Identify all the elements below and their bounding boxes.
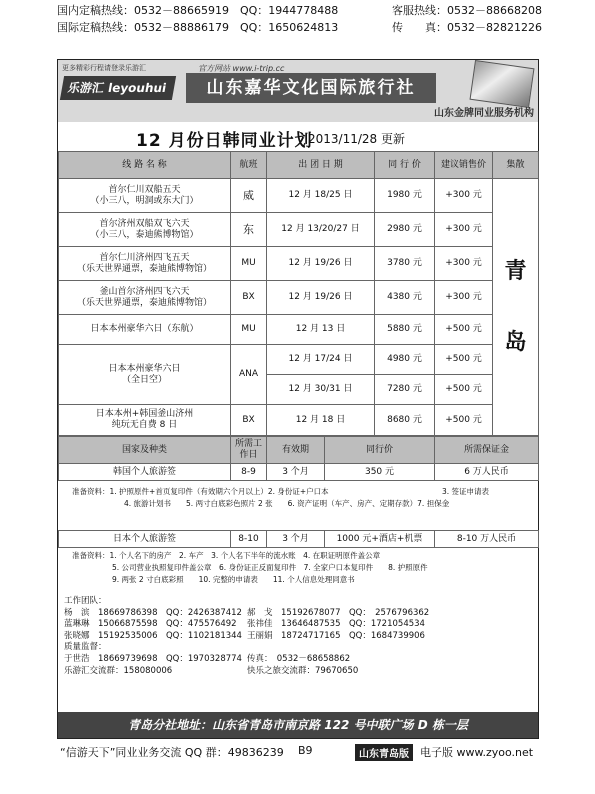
col-visa-price: 同行价	[325, 437, 435, 464]
routes-table	[58, 151, 539, 436]
col-city: 集散	[493, 152, 539, 179]
table-row: 日本个人旅游签 8-10 3 个月 1000 元+酒店+机票 8-10 万人民币	[59, 531, 539, 548]
korea-requirements: 准备资料：1. 护照原件+首页复印件（有效期六个月以上）2. 身份证+户口本 3. 签证申请表 4. 旅游计划书 5. 两寸白底彩色照片 2 张 6. 资产证明（车产、房产、定期存款）7. 担保金	[72, 487, 490, 508]
list-item: 乐游汇交流群：158080006 快乐之旅交流群：79670650	[64, 665, 359, 676]
page-number: B9	[298, 744, 313, 757]
table-row: 日本本州豪华六日 （全日空） ANA 12 月 17/24 日 4980 元 +500 元	[59, 345, 539, 375]
hotline-fax: 传 真：0532－82821226	[392, 21, 542, 34]
visa-japan-table	[58, 530, 539, 548]
quality-label: 质量监督：	[64, 642, 107, 653]
banner	[58, 60, 538, 122]
travel-photo	[470, 60, 535, 108]
city-qingdao: 青 岛	[493, 179, 539, 436]
col-route: 线 路 名 称	[59, 152, 231, 179]
col-suggest: 建议销售价	[435, 152, 493, 179]
leyouhui-logo: 乐游汇 leyouhui	[60, 76, 176, 100]
table-row: 首尔仁川双船五天 （小三八，明洞或东大门） 威 12 月 18/25 日 1980 元 +300 元 青 岛	[59, 179, 539, 213]
team-contacts	[64, 596, 430, 677]
hotline-domestic: 国内定稿热线：0532－88665919 QQ：1944778488	[57, 4, 339, 17]
col-deposit: 所需保证金	[435, 437, 539, 464]
col-visa-type: 国家及种类	[59, 437, 231, 464]
table-row: 日本本州豪华六日（东航） MU 12 月 13 日 5880 元 +500 元	[59, 315, 539, 345]
hotline-international: 国际定稿热线：0532－88886179 QQ：1650624813	[57, 21, 339, 34]
banner-url: 官方网站 www.i-trip.cc	[198, 64, 285, 73]
col-validity: 有效期	[267, 437, 325, 464]
branch-address: 青岛分社地址：山东省青岛市南京路 122 号中联广场 D 栋一层	[58, 712, 538, 738]
footer-qq-group: “信游天下”同业业务交流 QQ 群：49836239	[60, 746, 284, 759]
col-date: 出 团 日 期	[267, 152, 375, 179]
agency-name: 山东嘉华文化国际旅行社	[186, 73, 436, 103]
list-item: 蓝琳琳 15066875598 QQ：475576492 张祎佳 13646487535 QQ：1721054534	[64, 619, 425, 630]
paper-edition: 山东青岛版	[355, 744, 413, 761]
updated-date: 2013/11/28 更新	[308, 132, 405, 146]
banner-subtitle: 山东金牌同业服务机构	[434, 108, 534, 119]
list-item: 于世浩 18669739698 QQ：1970328774 传真： 0532－68658862	[64, 653, 351, 664]
hotline-service: 客服热线：0532－88668208	[392, 4, 542, 17]
list-item: 杨 滨 18669786398 QQ：2426387412 郝 戈 15192678077 QQ： 2576796362	[64, 607, 430, 618]
list-item: 张晓娜 15192535006 QQ：1102181344 王丽娟 18724717165 QQ：1684739906	[64, 630, 425, 641]
table-row: 釜山首尔济州四飞六天 （乐天世界通票，泰迪熊博物馆） BX 12 月 19/26 日 4380 元 +300 元	[59, 281, 539, 315]
japan-requirements: 准备资料：1. 个人名下的房产 2. 车产 3. 个人名下半年的流水账 4. 在职证明原件盖公章 5. 公司营业执照复印件盖公章 6. 身份证正反面复印件 7. 全家户口本复印件 8. 护照原件 9. 两张 2 寸白底彩照 10. 完整的申请表 11. 个人信息处理同意书	[72, 551, 428, 584]
plan-title: 12 月份日韩同业计划	[136, 131, 313, 151]
flyer	[57, 59, 539, 739]
banner-tagline: 更多精彩行程请登录乐游汇	[62, 64, 146, 72]
table-row: 韩国个人旅游签 8-9 3 个月 350 元 6 万人民币	[59, 464, 539, 481]
col-flight: 航班	[231, 152, 267, 179]
table-row: 首尔仁川济州四飞五天 （乐天世界通票，泰迪熊博物馆） MU 12 月 19/26 日 3780 元 +300 元	[59, 247, 539, 281]
footer-website[interactable]: 电子版 www.zyoo.net	[420, 746, 534, 759]
col-price: 同 行 价	[375, 152, 435, 179]
visa-korea-table	[58, 436, 539, 481]
table-row: 12 月 30/31 日 7280 元 +500 元	[59, 375, 539, 405]
table-row: 日本本州+韩国釜山济州 纯玩无自费 8 日 BX 12 月 18 日 8680 元 +500 元	[59, 405, 539, 436]
table-row: 首尔济州双船双飞六天 （小三八，泰迪熊博物馆） 东 12 月 13/20/27 日 2980 元 +300 元	[59, 213, 539, 247]
team-label: 工作团队：	[64, 596, 107, 606]
col-workdays: 所需工作日	[231, 437, 267, 464]
